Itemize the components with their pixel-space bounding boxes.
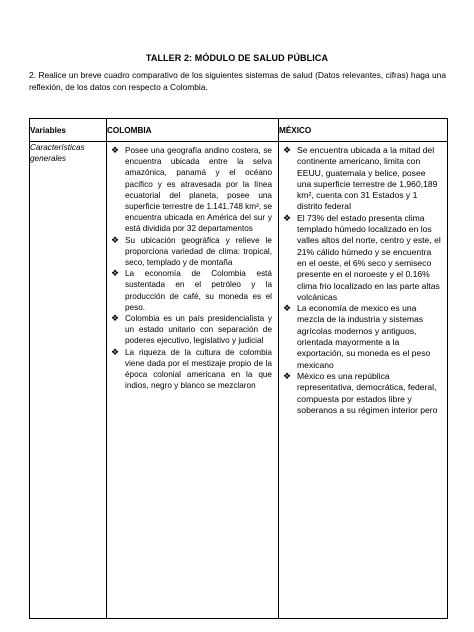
mexico-cell xyxy=(279,142,448,619)
mexico-item-text: México es una república representativa, democrática, federal, compuesta por estados libre y soberanos a su régimen interior pero xyxy=(297,370,438,415)
list-item xyxy=(283,371,441,416)
mexico-item-text: El 73% del estado presenta clima templado húmedo localizado en los valles altos del norte, centro y este, el 21% cálido húmedo y se encuentra en el oeste, el 6% seco y semiseco presente en el noroeste y el 0.16% clima frio localizado en las parte altas volcánicas xyxy=(297,212,441,302)
table-header-row xyxy=(30,119,448,142)
diamond-bullet-icon: ❖ xyxy=(111,313,120,324)
document-title: TALLER 2: MÓDULO DE SALUD PÚBLICA xyxy=(145,53,329,63)
list-item xyxy=(111,268,272,313)
diamond-bullet-icon: ❖ xyxy=(283,145,292,155)
diamond-bullet-icon: ❖ xyxy=(283,303,292,314)
diamond-bullet-icon: ❖ xyxy=(111,145,120,155)
list-item xyxy=(111,347,272,392)
list-item xyxy=(283,213,441,303)
diamond-bullet-icon: ❖ xyxy=(283,370,292,381)
colombia-item-text: Su ubicación geográfica y relieve le proporciona variedad de clima: tropical, seco, templado y de montaña xyxy=(125,235,272,268)
list-item xyxy=(111,313,272,347)
mexico-item-text: Se encuentra ubicada a la mitad del continente americano, limita con EEUU, guatemala y belice, posee una superficie terrestre de 1,960,189 km², cuenta con 31 Estados y 1 distrito federal xyxy=(297,145,438,212)
diamond-bullet-icon: ❖ xyxy=(111,346,120,357)
comparison-table xyxy=(29,118,448,619)
colombia-item-text: Posee una geografía andino costera, se encuentra ubicada entre la selva amazónica, panamá y el océano pacifico y es atravesada por la línea ecuatorial del planeta, posee una superficie terrestre de 1.141.748 km², se encuentra ubicada en América del sur y está dividida por 32 departamentos xyxy=(125,146,272,234)
list-item xyxy=(111,235,272,269)
colombia-item-text: La riqueza de la cultura de colombia viene dada por el mestizaje propio de la época colonial americana en la que indios, negro y blanco se mezclaron xyxy=(125,347,272,391)
colombia-cell xyxy=(107,142,279,619)
list-item xyxy=(111,145,272,235)
diamond-bullet-icon: ❖ xyxy=(111,234,120,245)
assignment-prompt: 2. Realice un breve cuadro comparativo de los siguientes sistemas de salud (Datos relevantes, cifras) haga una reflexión, de los datos con respecto a Colombia. xyxy=(29,70,446,92)
list-item xyxy=(283,303,441,371)
diamond-bullet-icon: ❖ xyxy=(283,212,292,223)
colombia-bullet-list xyxy=(107,142,278,391)
header-variables: Variables xyxy=(30,119,107,142)
list-item xyxy=(283,145,441,213)
header-mexico: MÉXICO xyxy=(279,119,448,142)
colombia-item-text: Colombia es un país presidencialista y un estado unitario con separación de poderes ejecutivo, legislativo y judicial xyxy=(125,314,272,346)
colombia-item-text: La economía de Colombia está sustentada en el petróleo y la producción de café, su moneda es el peso. xyxy=(125,269,272,312)
diamond-bullet-icon: ❖ xyxy=(111,268,120,279)
header-colombia: COLOMBIA xyxy=(107,119,279,142)
mexico-bullet-list xyxy=(279,142,447,416)
table-row xyxy=(30,142,448,619)
row-label-caracteristicas: Características generales xyxy=(30,142,107,619)
mexico-item-text: La economía de mexico es una mezcla de la industria y sistemas agrícolas modernos y antiguos, orientada mayormente a la exportación, su moneda es el peso mexicano xyxy=(297,303,431,370)
